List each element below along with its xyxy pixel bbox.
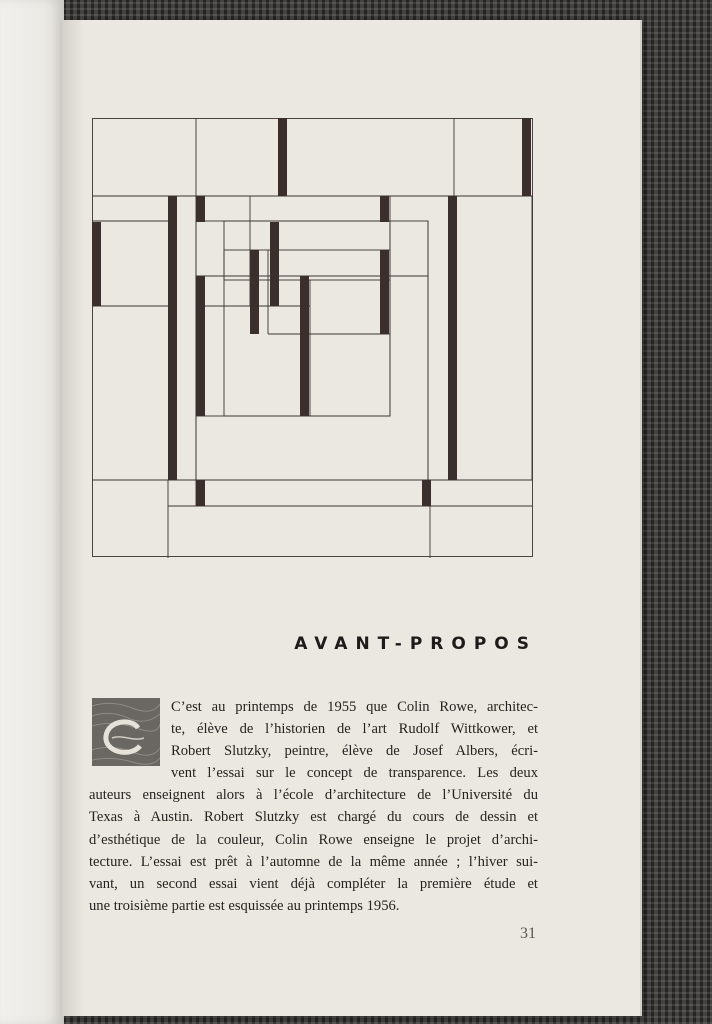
paragraph-line: une troisième partie est esquissée au printemps 1956. [89,897,400,914]
left-page-edge [0,0,64,1024]
section-title: AVANT-PROPOS [294,634,537,654]
paragraph-line: vant, un second essai vient déjà compléter la première étude et [89,875,538,892]
foreword-paragraph [89,696,538,917]
paragraph-line: C’est au printemps de 1955 que Colin Rowe, architec- [171,699,538,715]
paragraph-line: auteurs enseignent alors à l’école d’architecture de l’Université du [89,787,538,804]
page-number: 31 [520,925,536,942]
paragraph-line: tecture. L’essai est prêt à l’automne de la même année ; l’hiver sui- [89,853,538,870]
paragraph-line: te, élève de l’historien de l’art Rudolf Wittkower, et [171,721,538,738]
book-page [62,20,640,1016]
paragraph-line: Texas à Austin. Robert Slutzky est chargé du cours de dessin et [89,809,538,826]
paragraph-line: vent l’essai sur le concept de transparence. Les deux [171,765,538,782]
paragraph-line: Robert Slutzky, peintre, élève de Josef Albers, écri- [171,743,538,760]
paragraph-line: d’esthétique de la couleur, Colin Rowe enseigne le projet d’archi- [89,831,538,848]
abstract-composition-figure [92,118,534,558]
